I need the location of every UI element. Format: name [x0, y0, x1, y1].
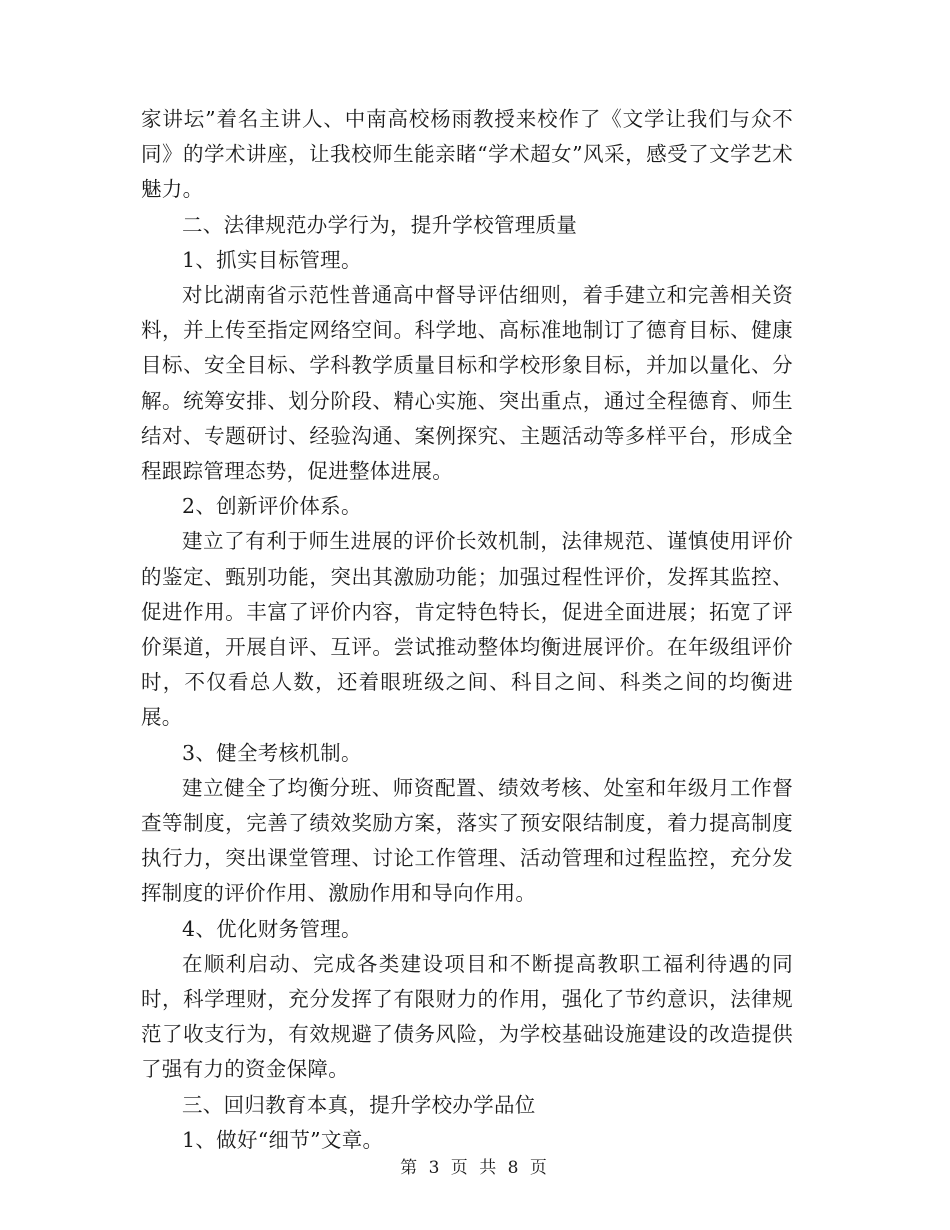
subheading-evaluation-system: 2、创新评价体系。 [182, 494, 362, 519]
section-heading-2: 二、法律规范办学行为，提升学校管理质量 [182, 212, 578, 237]
document-body [141, 102, 793, 1158]
subheading-target-management: 1、抓实目标管理。 [182, 247, 362, 272]
section-heading-3: 三、回归教育本真，提升学校办学品位 [182, 1092, 536, 1117]
paragraph-assessment-mechanism: 建立健全了均衡分班、师资配置、绩效考核、处室和年级月工作督查等制度，完善了绩效奖励方案，落实了预安限结制度，着力提高制度执行力，突出课堂管理、讨论工作管理、活动管理和过程监控，充分发挥制度的评价作用、激励作用和导向作用。 [141, 775, 793, 906]
paragraph-evaluation-system: 建立了有利于师生进展的评价长效机制，法律规范、谨慎使用评价的鉴定、甄别功能，突出其激励功能；加强过程性评价，发挥其监控、促进作用。丰富了评价内容，肯定特色特长，促进全面进展；拓宽了评价渠道，开展自评、互评。尝试推动整体均衡进展评价。在年级组评价时，不仅看总人数，还着眼班级之间、科目之间、科类之间的均衡进展。 [141, 529, 793, 730]
paragraph-financial-management: 在顺利启动、完成各类建设项目和不断提高教职工福利待遇的同时，科学理财，充分发挥了有限财力的作用，强化了节约意识，法律规范了收支行为，有效规避了债务风险，为学校基础设施建设的改造提供了强有力的资金保障。 [141, 951, 793, 1082]
continuation-paragraph: 家讲坛”着名主讲人、中南高校杨雨教授来校作了《文学让我们与众不同》的学术讲座，让我校师生能亲睹“学术超女”风采，感受了文学艺术魅力。 [141, 107, 793, 202]
subheading-financial-management: 4、优化财务管理。 [182, 916, 362, 941]
page-number-footer: 第 3 页 共 8 页 [400, 1158, 550, 1178]
subheading-assessment-mechanism: 3、健全考核机制。 [182, 740, 362, 765]
paragraph-target-management: 对比湖南省示范性普通高中督导评估细则，着手建立和完善相关资料，并上传至指定网络空间。科学地、高标准地制订了德育目标、健康目标、安全目标、学科教学质量目标和学校形象目标，并加以量化、分解。统筹安排、划分阶段、精心实施、突出重点，通过全程德育、师生结对、专题研讨、经验沟通、案例探究、主题活动等多样平台，形成全程跟踪管理态势，促进整体进展。 [141, 283, 793, 484]
subheading-details: 1、做好“细节”文章。 [182, 1127, 384, 1152]
